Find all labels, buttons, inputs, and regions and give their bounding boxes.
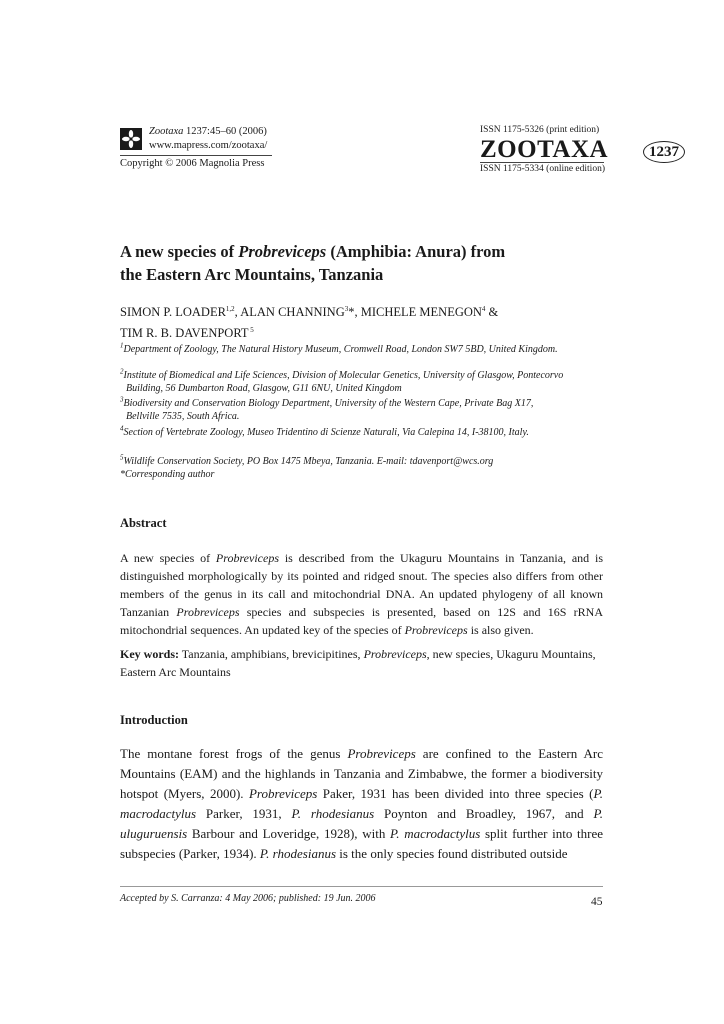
article-title: A new species of Probreviceps (Amphibia: Anura) from the Eastern Arc Mountains, Tanzania: [120, 242, 506, 284]
journal-name: ZOOTAXA: [480, 136, 609, 163]
volume-badge: 1237: [643, 141, 685, 163]
abstract-text: A new species of Probreviceps is described from the Ukaguru Mountains in Tanzania, and is distinguished morphologically by its pointed and ridged snout. The species also differs from other members of the genus in its call and mitochondrial DNA. An updated phylogeny of all known Tanzanian Probreviceps species and subspecies is presented, based on 12S and 16S rRNA mitochondrial sequences. An updated key of the species of Probreviceps is also given.: [120, 551, 603, 637]
page-number: 45: [591, 896, 603, 908]
header-rule: [120, 155, 272, 156]
magnolia-press-logo-icon: [120, 128, 142, 150]
footer-rule: [120, 886, 603, 887]
journal-url[interactable]: www.mapress.com/zootaxa/: [149, 140, 268, 151]
issn-print: ISSN 1175-5326 (print edition): [480, 125, 600, 135]
introduction-heading: Introduction: [120, 713, 188, 727]
keywords: Key words: Tanzania, amphibians, brevicipitines, Probreviceps, new species, Ukaguru Mountains, Eastern Arc Mountains: [120, 647, 596, 679]
affiliation-1: $^1$Department of Zoology, The Natural History Museum, Cromwell Road, London SW7 5BD, United Kingdom.: [120, 341, 558, 355]
affiliation-5: $^5$Wildlife Conservation Society, PO Box 1475 Mbeya, Tanzania. E-mail: tdavenport@wcs.org *Corresponding author: [120, 455, 610, 481]
affiliation-4: $^4$Section of Vertebrate Zoology, Museo Tridentino di Scienze Naturali, Via Calepina 14, I-38100, Italy.: [120, 424, 529, 438]
affiliation-3: $^3$Biodiversity and Conservation Biology Department, University of the Western Cape, Private Bag X17, Bellville 7535, South Africa.: [120, 395, 534, 422]
affiliation-2: $^2$Institute of Biomedical and Life Sciences, Division of Molecular Genetics, University of Glasgow, Pontecorvo Building, 56 Dumbarton Road, Glasgow, G11 6NU, United Kingdom: [120, 367, 564, 394]
corresponding-author: *Corresponding author: [120, 469, 215, 480]
issn-rule: [480, 162, 604, 163]
author-list: SIMON P. LOADER$^{1,2}$, ALAN CHANNING$^3$*, MICHELE MENEGON$^4$ & TIM R. B. DAVENPORT $^5$: [120, 304, 499, 340]
introduction-text: The montane forest frogs of the genus Probreviceps are confined to the Eastern Arc Mountains (EAM) and the highlands in Tanzania and Zimbabwe, the former a biodiversity hotspot (Myers, 2000). Probreviceps Paker, 1931 has been divided into three species (P. macrodactylus Parker, 1931, P. rhodesianus Poynton and Broadley, 1967, and P. uluguruensis Barbour and Loveridge, 1928), with P. macrodactylus split further into three subspecies (Parker, 1934). P. rhodesianus is the only species found distributed outside: [120, 746, 604, 861]
journal-citation: Zootaxa 1237:45–60 (2006): [149, 126, 267, 137]
journal-citation-block: [149, 125, 267, 153]
copyright: Copyright © 2006 Magnolia Press: [120, 158, 265, 169]
accepted-note: Accepted by S. Carranza: 4 May 2006; published: 19 Jun. 2006: [120, 893, 376, 904]
issn-online: ISSN 1175-5334 (online edition): [480, 164, 605, 174]
abstract-heading: Abstract: [120, 516, 167, 530]
